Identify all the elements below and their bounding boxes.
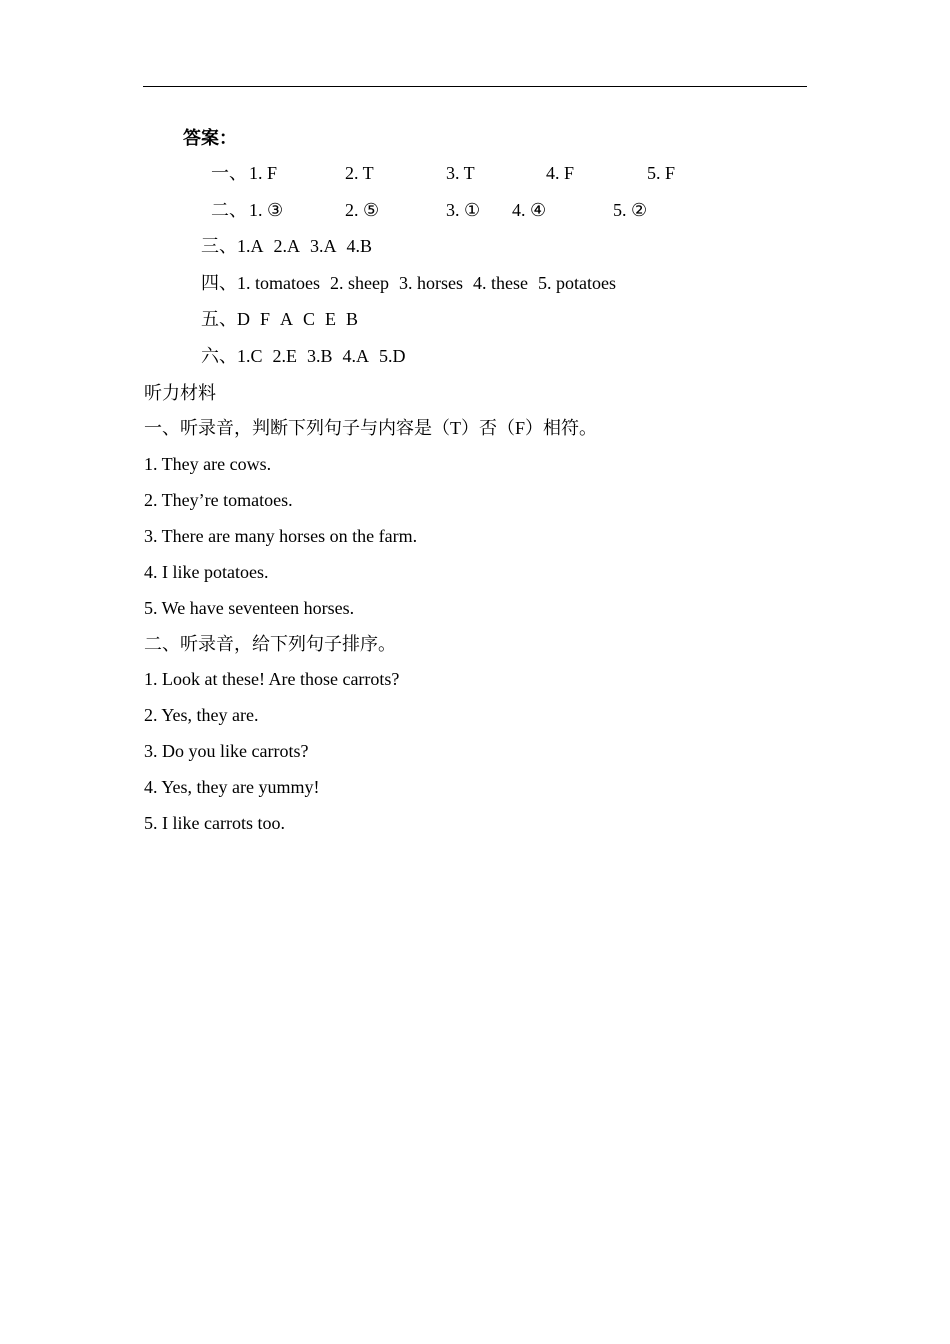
header-rule	[143, 86, 807, 87]
answer-row-5-prefix: 五、	[201, 309, 237, 329]
answer-row-3	[201, 235, 372, 257]
answer-item: 3.A	[310, 236, 337, 256]
listening-sentence: 4. I like potatoes.	[144, 562, 269, 582]
answer-item: 3.B	[307, 346, 333, 366]
answer-item: 3. T	[446, 163, 475, 183]
answer-item: 2. sheep	[330, 273, 389, 293]
answer-row-1-prefix: 一、	[211, 163, 247, 183]
answer-item: B	[346, 309, 359, 329]
answer-item: A	[280, 309, 294, 329]
answer-item: 4.B	[346, 236, 373, 256]
listening-sentence: 5. We have seventeen horses.	[144, 598, 355, 618]
listening-sentence: 2. They’re tomatoes.	[144, 490, 293, 510]
listening-part1-heading: 一、听录音，判断下列句子与内容是（T）否（F）相符。	[144, 418, 598, 438]
answer-item: D	[237, 309, 250, 329]
answer-row-3-prefix: 三、	[201, 236, 237, 256]
answer-item: 4. ④	[512, 200, 547, 220]
answer-item: 1.A	[237, 236, 264, 256]
listening-sentence: 1. Look at these! Are those carrots?	[144, 669, 400, 689]
listening-sentence: 2. Yes, they are.	[144, 705, 259, 725]
answer-row-4	[201, 272, 616, 294]
answer-item: 2. ⑤	[345, 200, 380, 220]
answer-item: 4.A	[342, 346, 370, 366]
answer-item: 3. horses	[398, 273, 463, 293]
answer-item: 2.E	[272, 346, 298, 366]
answer-item: 1.C	[237, 346, 263, 366]
answers-heading: 答案：	[183, 128, 237, 148]
answer-item: 3. ①	[446, 200, 481, 220]
answer-item: C	[303, 309, 316, 329]
answer-item: 4. these	[472, 273, 528, 293]
answer-item: 5. ②	[613, 200, 648, 220]
listening-sentence: 4. Yes, they are yummy!	[144, 777, 320, 797]
answer-row-6-prefix: 六、	[201, 346, 237, 366]
listening-title: 听力材料	[144, 383, 216, 403]
answer-row-2-prefix: 二、	[211, 200, 247, 220]
listening-sentence: 5. I like carrots too.	[144, 813, 285, 833]
listening-sentence: 3. There are many horses on the farm.	[144, 526, 418, 546]
answer-row-5	[201, 308, 358, 330]
answer-item: 1. tomatoes	[237, 273, 320, 293]
answer-item: 2.A	[273, 236, 300, 256]
answer-row-4-prefix: 四、	[201, 273, 237, 293]
answer-item: 4. F	[546, 163, 575, 183]
answer-item: 5.D	[379, 346, 406, 366]
listening-sentence: 3. Do you like carrots?	[144, 741, 309, 761]
answer-item: 5. F	[647, 163, 676, 183]
answer-item: 5. potatoes	[537, 273, 616, 293]
answer-item: F	[260, 309, 271, 329]
listening-part2-heading: 二、听录音，给下列句子排序。	[144, 634, 396, 654]
answer-item: 1. ③	[249, 200, 284, 220]
answer-row-6	[201, 345, 406, 367]
answer-item: E	[325, 309, 337, 329]
listening-sentence: 1. They are cows.	[144, 454, 272, 474]
answer-item: 1. F	[249, 163, 278, 183]
answer-item: 2. T	[345, 163, 374, 183]
